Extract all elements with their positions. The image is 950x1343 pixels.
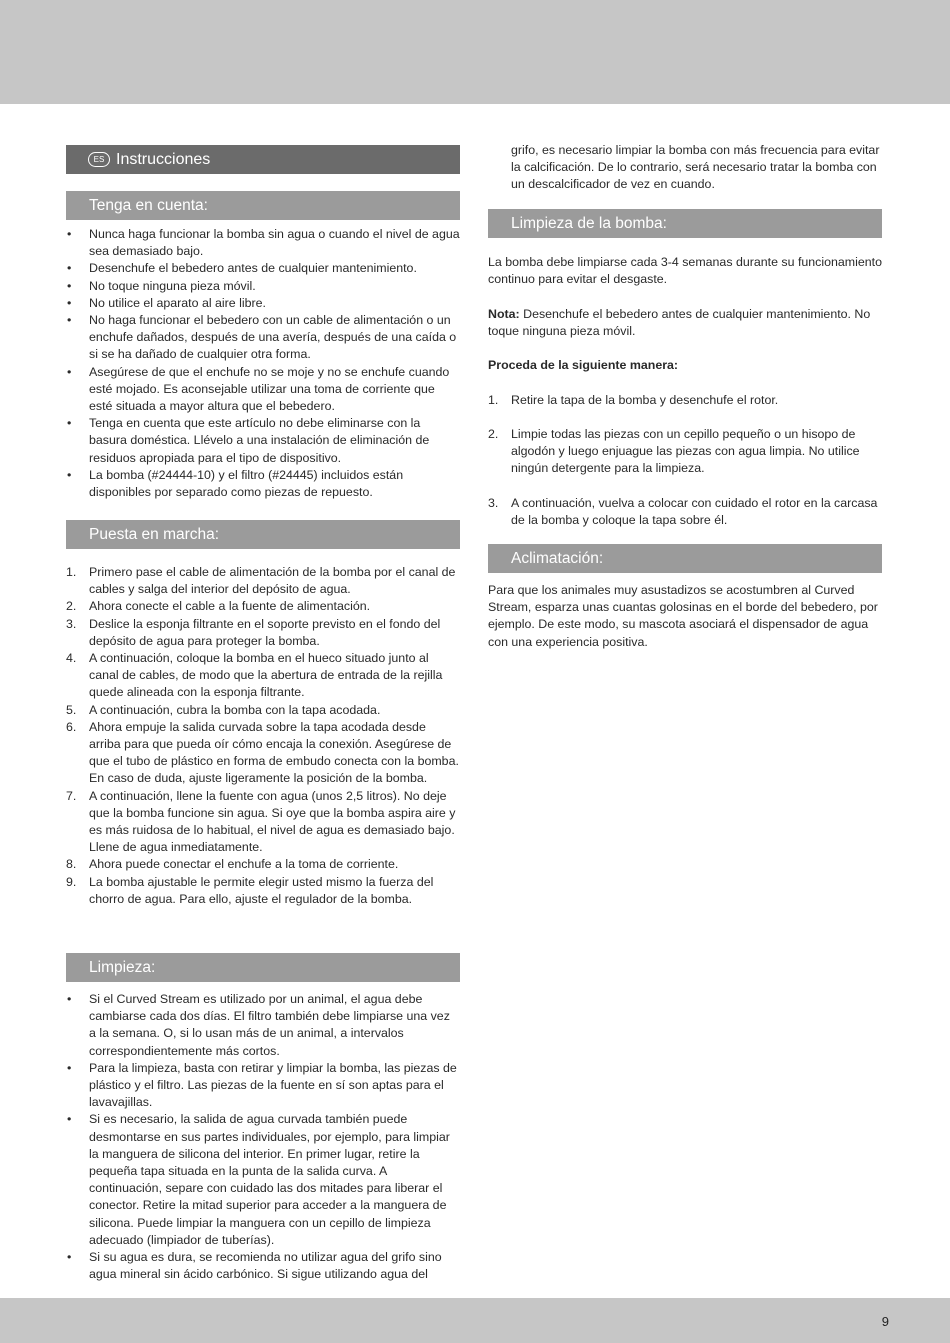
cleaning-section-header xyxy=(66,953,460,982)
language-badge: ES xyxy=(88,152,110,167)
list-item: 2. Ahora conecte el cable a la fuente de alimentación. xyxy=(66,599,371,614)
list-item: 5. A continuación, cubra la bomba con la tapa acodada. xyxy=(66,702,381,717)
list-item: • Desenchufe el bebedero antes de cualquier mantenimiento. xyxy=(67,261,417,276)
list-item: • Asegúrese de que el enchufe no se moje y no se enchufe cuando esté mojado. Es aconsejable utilizar una toma de corriente que esté situada a mayor altura que el bebedero. xyxy=(67,364,450,414)
list-item: • No utilice el aparato al aire libre. xyxy=(67,295,267,310)
pump-cleaning-body xyxy=(488,254,882,529)
list-item: • Nunca haga funcionar la bomba sin agua o cuando el nivel de agua sea demasiado bajo. xyxy=(67,227,460,259)
pump-cleaning-section-header xyxy=(488,209,882,238)
list-item: 3. A continuación, vuelva a colocar con cuidado el rotor en la carcasa de la bomba y coloque la tapa sobre él. xyxy=(488,495,878,527)
pump-cleaning-intro: La bomba debe limpiarse cada 3-4 semanas durante su funcionamiento continuo para evitar el desgaste. xyxy=(488,255,882,287)
procedure-label: Proceda de la siguiente manera: xyxy=(488,358,679,373)
acclimation-section-title: Aclimatación: xyxy=(511,550,604,567)
pump-cleaning-note: Nota: Desenchufe el bebedero antes de cualquier mantenimiento. No toque ninguna pieza móvil. xyxy=(488,306,871,338)
list-item: • No toque ninguna pieza móvil. xyxy=(67,278,256,293)
note-section-header xyxy=(66,191,460,220)
setup-section-title: Puesta en marcha: xyxy=(89,526,220,543)
list-item: 1. Primero pase el cable de alimentación de la bomba por el canal de cables y salga del interior del depósito de agua. xyxy=(66,565,456,597)
acclimation-section-header xyxy=(488,544,882,573)
cleaning-section-list xyxy=(66,991,460,1283)
note-section-title: Tenga en cuenta: xyxy=(89,197,208,214)
list-item: 3. Deslice la esponja filtrante en el soporte previsto en el fondo del depósito de agua para proteger la bomba. xyxy=(66,616,441,648)
list-item: • Si su agua es dura, se recomienda no utilizar agua del grifo sino agua mineral sin ácido carbónico. Si sigue utilizando agua del xyxy=(67,1250,442,1282)
footer-band xyxy=(0,1298,950,1343)
setup-section-list xyxy=(66,564,460,908)
list-item: 2. Limpie todas las piezas con un cepillo pequeño o un hisopo de algodón y luego enjuague las piezas con agua limpia. No utilice ningún detergente para la limpieza. xyxy=(488,426,860,476)
list-item: • Para la limpieza, basta con retirar y limpiar la bomba, las piezas de plástico y el filtro. Las piezas de la fuente en sí son aptas para el lavavajillas. xyxy=(67,1060,457,1110)
list-item: • Si es necesario, la salida de agua curvada también puede desmontarse en sus partes individuales, por ejemplo, para limpiar la manguera de silicona del interior. En primer lugar, retire la pequeña tapa situada en la punta de la salida curva. A continuación, separe con cuidado las dos mitades para liberar el conector. Retire la mitad superior para acceder a la manguera de silicona. Puede limpiar la manguera con un cepillo de limpieza adecuado (limpiador de tuberías). xyxy=(67,1112,450,1247)
cleaning-section-title: Limpieza: xyxy=(89,959,156,976)
list-item: • Tenga en cuenta que este artículo no debe eliminarse con la basura doméstica. Llévelo a una instalación de eliminación de residuos apropiada para el tipo de dispositivo. xyxy=(67,416,430,465)
pump-cleaning-section-title: Limpieza de la bomba: xyxy=(511,215,667,232)
list-item: 1. Retire la tapa de la bomba y desenchufe el rotor. xyxy=(488,392,779,407)
instructions-title: Instrucciones xyxy=(116,151,211,168)
list-item: • No haga funcionar el bebedero con un cable de alimentación o un enchufe dañados, después de una avería, después de una caída o si se ha dañado de cualquier otra forma. xyxy=(67,313,457,362)
setup-section-header xyxy=(66,520,460,549)
instructions-header xyxy=(66,145,460,174)
list-item: 6. Ahora empuje la salida curvada sobre la tapa acodada desde arriba para que pueda oír cómo encaja la conexión. Asegúrese de que el tubo de plástico en forma de embudo conecta con la bomba. En caso de duda, ajuste ligeramente la posición de la bomba. xyxy=(66,719,459,786)
list-item: 4. A continuación, coloque la bomba en el hueco situado junto al canal de cables, de modo que la abertura de entrada de la rejilla quede alineada con la esponja filtrante. xyxy=(66,651,443,700)
list-item: • La bomba (#24444-10) y el filtro (#24445) incluidos están disponibles por separado como piezas de repuesto. xyxy=(67,467,404,500)
acclimation-body: Para que los animales muy asustadizos se acostumbren al Curved Stream, esparza unas cuantas golosinas en el borde del bebedero, por ejemplo. De este modo, su mascota asociará el dispensador de agua con una experiencia positiva. xyxy=(488,583,878,649)
header-band xyxy=(0,0,950,104)
page-number: 9 xyxy=(881,1314,889,1329)
cleaning-continuation: grifo, es necesario limpiar la bomba con más frecuencia para evitar la calcificación. De lo contrario, será necesario tratar la bomba con un descalcificador de vez en cuando. xyxy=(511,143,880,192)
list-item: • Si el Curved Stream es utilizado por un animal, el agua debe cambiarse cada dos días. El filtro también debe limpiarse una vez a la semana. O, si lo usan más de un animal, a intervalos correspondientemente más cortos. xyxy=(67,992,450,1058)
list-item: 9. La bomba ajustable le permite elegir usted mismo la fuerza del chorro de agua. Para ello, ajuste el regulador de la bomba. xyxy=(66,874,434,906)
note-section-list xyxy=(66,226,460,501)
list-item: 7. A continuación, llene la fuente con agua (unos 2,5 litros). No deje que la bomba funcione sin agua. Si oye que la bomba aspira aire y es más ruidosa de lo habitual, el nivel de agua es demasiado bajo. Llene de agua inmediatamente. xyxy=(66,788,456,855)
list-item: 8. Ahora puede conectar el enchufe a la toma de corriente. xyxy=(66,857,399,872)
